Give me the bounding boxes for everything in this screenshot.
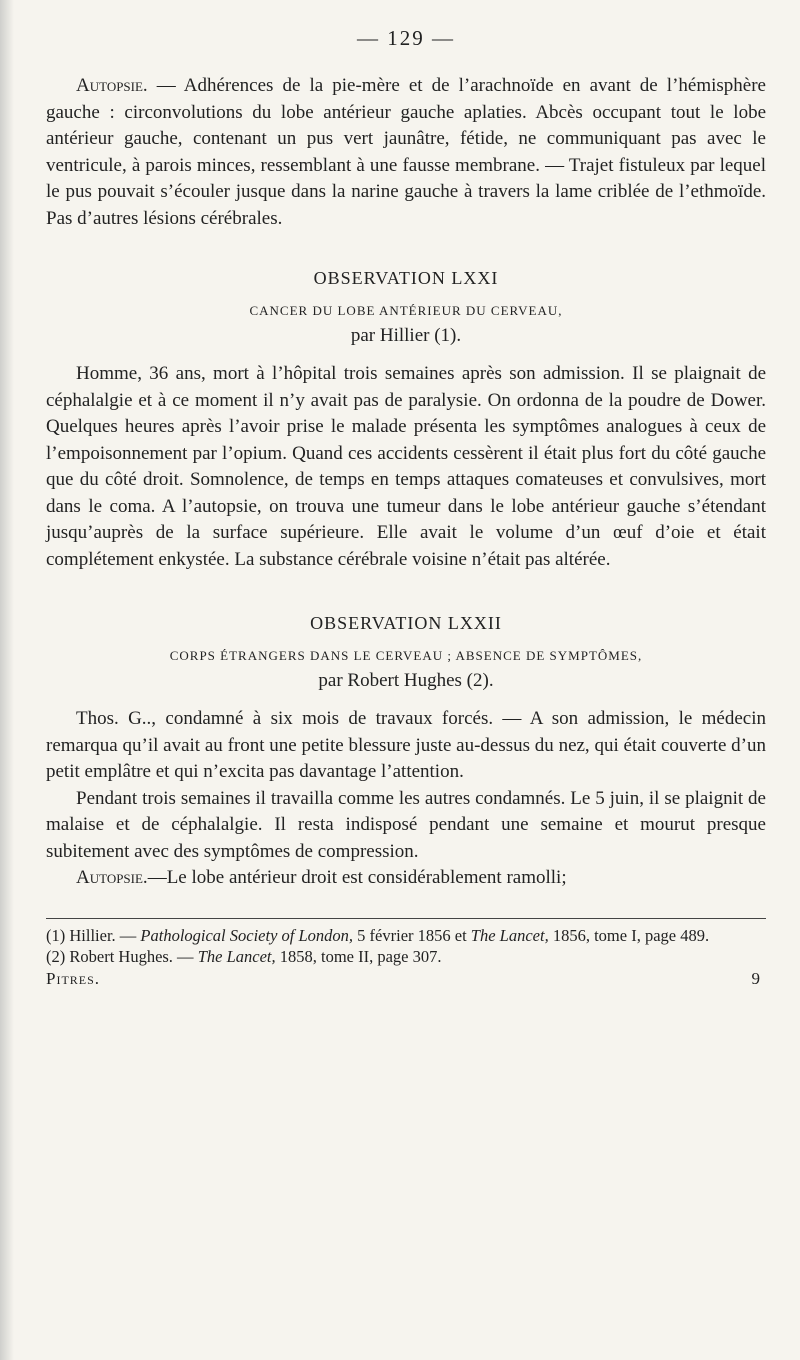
signature-mark: Pitres. — [46, 969, 101, 988]
footnote-1 — [46, 925, 766, 946]
observation-71-subtitle: CANCER DU LOBE ANTÉRIEUR DU CERVEAU, — [249, 303, 563, 318]
footnote-1-mark: (1) Hillier. — — [46, 926, 141, 945]
scan-edge-shadow — [0, 0, 14, 1360]
footnote-divider — [46, 918, 766, 920]
observation-72-paragraph-2: Pendant trois semaines il travailla comme les autres condamnés. Le 5 juin, il se plaignit de malaise et de céphalalgie. Il resta indisposé pendant une semaine et mourut presque subitement avec des symptômes de compression. — [46, 787, 766, 862]
footnote-1-lancet: The Lancet, — [470, 926, 549, 945]
autopsy-paragraph — [46, 73, 766, 232]
footnote-2-mark: (2) Robert Hughes. — — [46, 947, 198, 966]
observation-72-author: par Robert Hughes (2). — [318, 670, 494, 691]
observation-71-text: Homme, 36 ans, mort à l’hôpital trois semaines après son admission. Il se plaignait de céphalalgie et à ce moment il n’y avait pas de paralysie. On ordonna de la poudre de Dower. Quelques heures après l’avoir prise le malade présenta les symptômes analogues à ceux de l’empoisonnement par l’opium. Quand ces accidents cessèrent il était plus fort du côté gauche que du côté droit. Somnolence, de temps en temps attaques comateuses et convulsives, mort dans le coma. A l’autopsie, on trouva une tumeur dans le lobe antérieur gauche s’étendant jusqu’auprès de la surface supérieure. Elle avait le volume d’un œuf d’oie et était complétement enkystée. La substance cérébrale voisine n’était pas altérée. — [46, 363, 766, 570]
observation-72-title: OBSERVATION LXXII — [310, 613, 502, 633]
footnote-2 — [46, 946, 766, 967]
book-page — [46, 26, 766, 989]
observation-71-title: OBSERVATION LXXI — [313, 268, 499, 288]
autopsy-text: — Adhérences de la pie-mère et de l’arachnoïde en avant de l’hémisphère gauche : circonvolutions du lobe antérieur gauche aplaties. Abcès occupant tout le lobe antérieur gauche, contenant un pus vert jaunâtre, fétide, ne communiquant pas avec le ventricule, à parois minces, ressemblant à une fausse membrane. — Trajet fistuleux par lequel le pus pouvait s’écouler jusque dans la narine gauche à travers la lame criblée de l’ethmoïde. Pas d’autres lésions cérébrales. — [46, 75, 766, 229]
sheet-number: 9 — [751, 969, 760, 988]
observation-72-autopsy — [46, 865, 766, 892]
observation-72-paragraph-1: Thos. G.., condamné à six mois de travaux forcés. — A son admission, le médecin remarqua qu’il avait au front une petite blessure juste au-dessus du nez, qui était couverte d’un petit emplâtre et qui n’excita pas davantage l’attention. — [46, 708, 766, 782]
footnote-1-mid: 5 février 1856 et — [353, 926, 471, 945]
footnote-2-end: 1858, tome II, page 307. — [275, 947, 442, 966]
observation-72-autopsy-text: —Le lobe antérieur droit est considérablement ramolli; — [147, 867, 567, 888]
footnote-2-lancet: The Lancet, — [197, 947, 276, 966]
observation-72-autopsy-label: Autopsie. — [76, 867, 148, 888]
footnote-1-journal: Pathological Society of London, — [140, 926, 354, 945]
observation-71-author: par Hillier (1). — [350, 325, 462, 346]
page-footer — [46, 969, 766, 989]
footnote-1-end: 1856, tome I, page 489. — [548, 926, 710, 945]
observation-72-subtitle: CORPS ÉTRANGERS DANS LE CERVEAU ; ABSENCE DE SYMPTÔMES, — [169, 648, 643, 663]
autopsy-label: Autopsie. — [76, 75, 148, 96]
page-number: — 129 — — [357, 26, 455, 50]
